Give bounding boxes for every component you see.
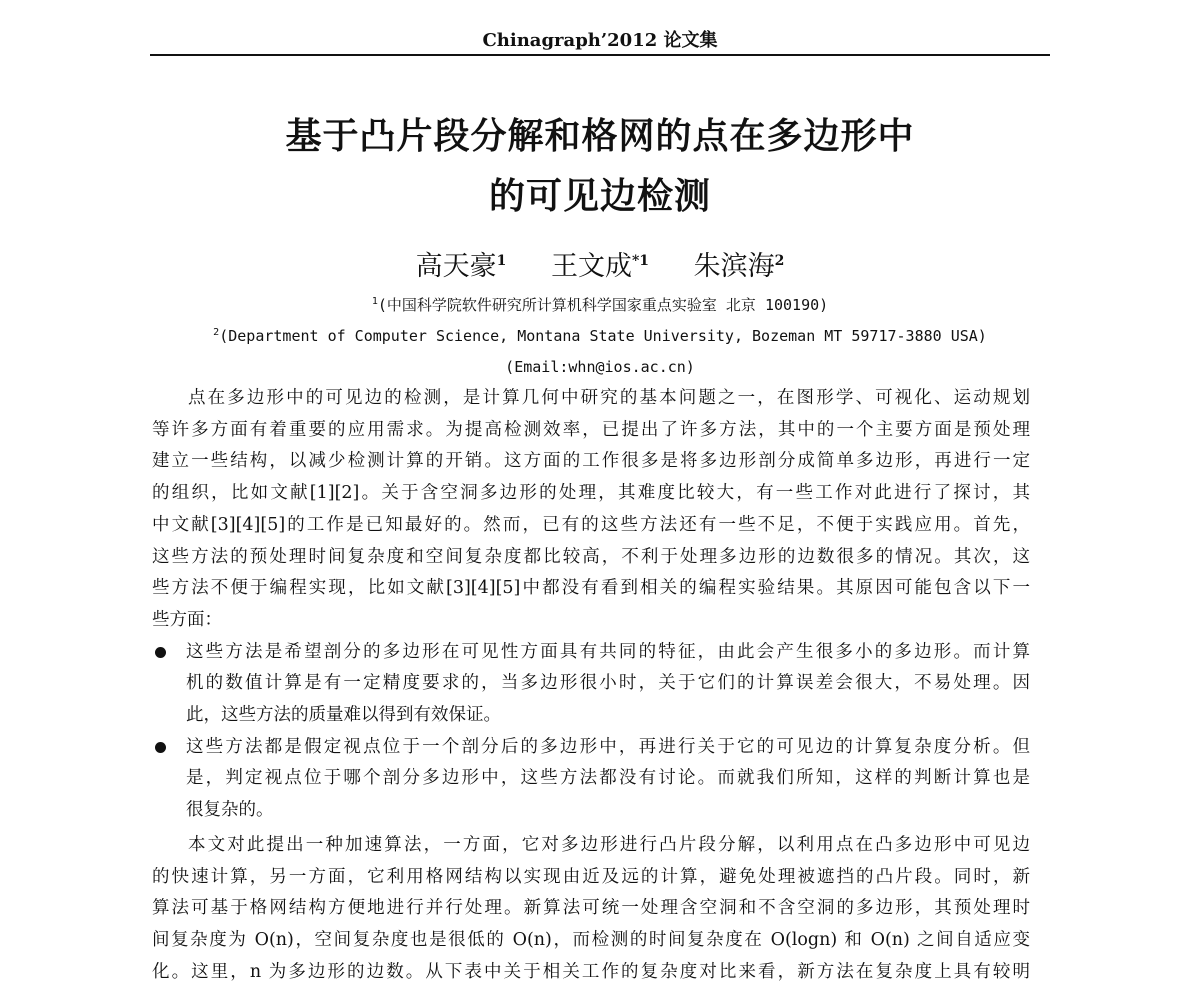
author (694, 251, 785, 282)
email: (Email:whn@ios.ac.cn) (505, 358, 695, 376)
author-name: 高天豪 (415, 251, 497, 282)
paragraph-line: 些方法不便于编程实现，比如文献[3][4][5]中都没有看到相关的编程实验结果。其原因可能包含以下一 (152, 578, 1030, 599)
paragraph-line: 点在多边形中的可见边的检测，是计算几何中研究的基本问题之一，在图形学、可视化、运动规划 (188, 388, 1030, 408)
bullet-line: 很复杂的。 (186, 800, 274, 821)
author-name: 王文成 (550, 251, 632, 282)
author-name: 朱滨海 (693, 251, 775, 282)
affiliation-text: (中国科学院软件研究所计算机科学国家重点实验室 北京 100190) (377, 296, 829, 314)
bullet-line: 是，判定视点位于哪个剖分多边形中，这些方法都没有讨论。而就我们所知，这样的判断计算也是 (186, 768, 1030, 789)
paragraph-line: 建立一些结构，以减少检测计算的开销。这方面的工作很多是将多边形剖分成简单多边形，再进行一定 (152, 451, 1030, 472)
paragraph-line: 的快速计算，另一方面，它利用格网结构以实现由近及远的计算，避免处理被遮挡的凸片段。同时，新 (152, 866, 1030, 887)
paragraph-line: 算法可基于格网结构方便地进行并行处理。新算法可统一处理含空洞和不含空洞的多边形，其预处理时 (152, 898, 1030, 919)
paragraph-line: 间复杂度为 O(n)，空间复杂度也是很低的 O(n)，而检测的时间复杂度在 O(logn) 和 O(n) 之间自适应变 (152, 929, 1030, 950)
bullet-line: 此，这些方法的质量难以得到有效保证。 (186, 705, 501, 725)
affiliation-sup: 1 (371, 296, 378, 307)
bullet-line: 这些方法都是假定视点位于一个剖分后的多边形中，再进行关于它的可见边的计算复杂度分析。但 (186, 736, 1030, 757)
author-list (0, 244, 1200, 283)
header-rule (150, 54, 1050, 56)
affiliation-2 (0, 327, 1200, 345)
paragraph-line: 化。这里，n 为多边形的边数。从下表中关于相关工作的复杂度对比来看，新方法在复杂度上具有较明 (152, 961, 1030, 982)
paragraph-line: 等许多方面有着重要的应用需求。为提高检测效率，已提出了许多方法，其中的一个主要方面是预处理 (152, 419, 1030, 440)
bullet-icon (155, 742, 166, 753)
author-sup: 1 (496, 253, 507, 269)
paragraph-line: 本文对此提出一种加速算法，一方面，它对多边形进行凸片段分解，以利用点在凸多边形中可见边 (188, 834, 1030, 855)
paragraph-line: 些方面： (152, 609, 222, 630)
author-sup: *1 (631, 253, 650, 269)
bullet-line: 机的数值计算是有一定精度要求的，当多边形很小时，关于它们的计算误差会很大，不易处理。因 (186, 673, 1030, 694)
paragraph-line: 这些方法的预处理时间复杂度和空间复杂度都比较高，不利于处理多边形的边数很多的情况。其次，这 (152, 546, 1030, 567)
affiliation-text: (Department of Computer Science, Montana State University, Bozeman MT 59717-3880 USA) (219, 327, 987, 345)
paragraph-line: 中文献[3][4][5]的工作是已知最好的。然而，已有的这些方法还有一些不足，不便于实践应用。首先， (152, 514, 1030, 535)
author (416, 251, 507, 282)
paragraph-line: 的组织，比如文献[1][2]。关于含空洞多边形的处理，其难度比较大，有一些工作对此进行了探讨，其 (152, 483, 1030, 504)
paper-title-line-2: 的可见边检测 (488, 176, 711, 217)
author-sup: 2 (774, 253, 785, 269)
bullet-icon (155, 647, 166, 658)
running-header: Chinagraph’2012 论文集 (482, 30, 718, 51)
affiliation-1 (0, 294, 1200, 315)
affiliation-sup: 2 (213, 327, 220, 338)
bullet-line: 这些方法是希望剖分的多边形在可见性方面具有共同的特征，由此会产生很多小的多边形。而计算 (186, 641, 1030, 662)
paper-title-line-1: 基于凸片段分解和格网的点在多边形中 (285, 116, 915, 157)
author (551, 251, 649, 282)
